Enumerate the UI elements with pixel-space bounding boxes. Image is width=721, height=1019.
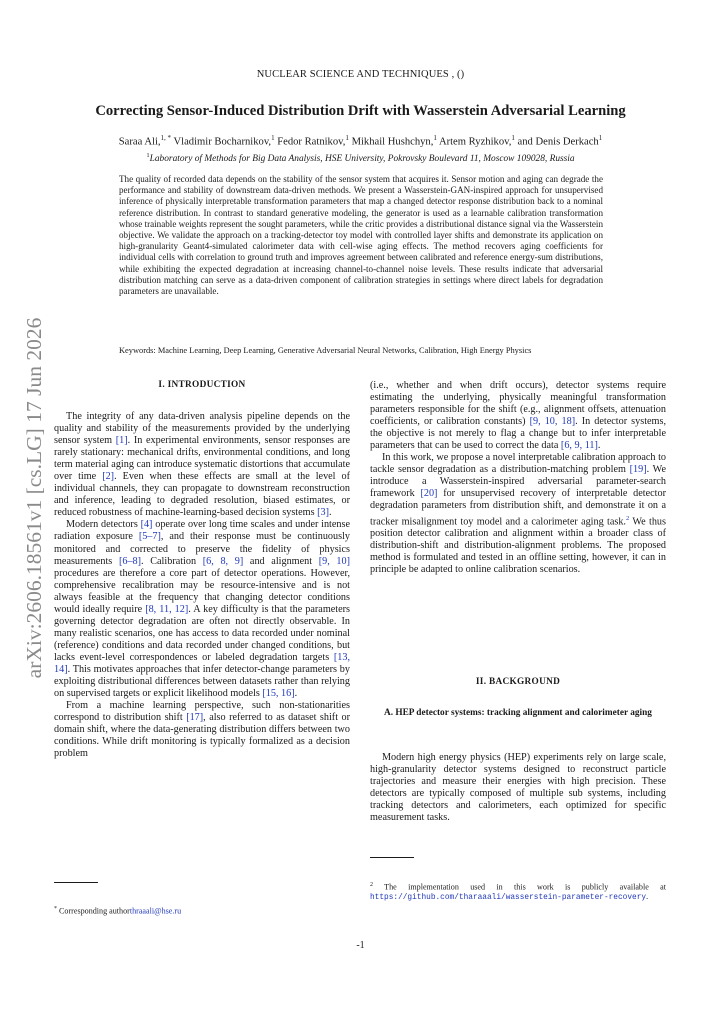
- text-run: operate over long time scales and under intense radiation exposure: [54, 519, 350, 543]
- footnote-text: Corresponding author: [57, 906, 130, 916]
- footnote-corresponding-author: [54, 905, 350, 916]
- abstract: The quality of recorded data depends on the stability of the sensor system that acquires it. Sensor motion and aging can degrade the performance and stability of downstream data-driven methods. We present a Wasserstein-GAN-inspired approach for unsupervised inference of physically interpretable transformation parameters that map a changed detector response distribution back to a nominal reference distribution. In contrast to standard generative modeling, the generator is used as a learnable calibration transformation whose trainable weights represent the sought parameters, while the critic provides a distributional distance signal via the Wasserstein objective. We validate the approach on a tracking-detector toy model with controlled layer shifts and demonstrate its application on high-granularity Geant4-simulated calorimeter data with cell-wise aging effects. The method recovers aging coefficients for individual cells with correlation to ground truth and improves agreement between calibrated and reference energy-sum distributions, while exhibiting the expected degradation at increasing channel-to-channel noise levels. These results indicate that adversarial distribution matching can serve as a data-driven component of calibration strategies in settings where direct labels for degradation parameters are unavailable.: [119, 174, 603, 297]
- citation-link[interactable]: [4]: [140, 519, 153, 531]
- text-run: . This motivates approaches that infer detector-change parameters by exploiting distributional differences between datasets rather than relying on supervised targets or explicit likelihood models: [54, 663, 350, 700]
- footnote-2-text: The implementation used in this work is publicly available at: [373, 882, 666, 892]
- paper-title: Correcting Sensor-Induced Distribution Drift with Wasserstein Adversarial Learning: [95, 103, 626, 119]
- footnote-rule-left: [54, 882, 98, 883]
- text-run: (i.e., whether and when drift occurs), detector systems require estimating the underlying, physically meaningful transformation parameters responsible for the shift (e.g., alignment offsets, attenuation coefficients, or calibration constants): [370, 380, 666, 428]
- text-run: .: [597, 440, 601, 452]
- text-run: The integrity of any data-driven analysis pipeline depends on the quality and stability of the measurements provided by the underlying sensor system: [54, 411, 350, 447]
- text-run: . Calibration: [141, 555, 203, 567]
- footnote-mark: *: [54, 906, 57, 912]
- footnote-ref-link[interactable]: 2: [625, 514, 630, 522]
- intro-paragraph-2: [54, 519, 350, 700]
- arxiv-stamp[interactable]: arXiv:2606.18561v1 [cs.LG] 17 Jun 2026: [22, 317, 46, 679]
- citation-link[interactable]: [19]: [629, 464, 647, 476]
- affiliation-mark: 1: [146, 152, 150, 159]
- text-run: .: [294, 688, 298, 700]
- author-email-link[interactable]: thraaali@hse.ru: [129, 906, 182, 916]
- author-name: Vladimir Bocharnikov,: [171, 136, 272, 148]
- intro-paragraph-3: [54, 700, 350, 760]
- github-link[interactable]: https://github.com/tharaaali/wasserstein-parameter-recovery: [370, 894, 647, 903]
- author-affiliation-mark: 1: [511, 134, 515, 142]
- text-run: , also referred to as dataset shift or domain shift, where the data-generating distribution differs between two conditions. While drift monitoring is typically formalized as a decision problem: [54, 712, 350, 760]
- footnote-2-end: .: [646, 892, 649, 902]
- author-name: Saraa Ali,: [118, 136, 161, 148]
- text-run: . A key difficulty is that the parameters governing detector degradation are often not directly observable. In many realistic scenarios, one has access to data recorded under nominal (reference) conditions and data recorded under changed conditions, but lacks event-level correspondences or labeled degradation targets: [54, 603, 350, 663]
- text-run: . We introduce a Wasserstein-inspired adversarial parameter-search framework: [370, 464, 666, 500]
- section-heading-introduction: I. INTRODUCTION: [158, 380, 246, 390]
- citation-link[interactable]: [6, 8, 9]: [202, 555, 244, 567]
- author-name: and Denis Derkach: [514, 136, 599, 148]
- footnote-rule-right: [370, 857, 414, 858]
- text-run: .: [329, 507, 332, 519]
- author-affiliation-mark: 1: [598, 134, 603, 142]
- affiliation: [30, 152, 691, 164]
- text-run: . Even when these effects are small at the level of individual channels, they can propagate to downstream reconstruction and inference, leading to degraded resolution, biased estimates, or reduced robustness of machine-learning-based decision systems: [54, 471, 350, 519]
- author-name: Mikhail Hushchyn,: [348, 136, 434, 148]
- footnote-implementation: [370, 881, 666, 904]
- citation-link[interactable]: [13, 14]: [54, 651, 350, 675]
- footnote-mark-2: 2: [370, 882, 373, 888]
- author-affiliation-mark: 1: [345, 134, 349, 142]
- journal-header: NUCLEAR SCIENCE AND TECHNIQUES , (): [256, 69, 465, 80]
- intro-paragraph-1: [54, 411, 350, 519]
- intro-paragraph-4: [370, 380, 666, 452]
- right-column-bottom: [370, 752, 666, 824]
- text-run: . In experimental environments, sensor responses are rarely stationary: mechanical drifts, environmental conditions, and long term material aging can introduce systematic distortions that accumulate over time: [54, 435, 350, 483]
- arxiv-stamp-container: [14, 298, 54, 698]
- text-run: for unsupervised recovery of interpretable detector degradation parameters from distribution shift, and demonstrate it on a tracker misalignment toy model and a calorimeter aging task.: [370, 488, 666, 527]
- author-affiliation-mark: 1: [433, 134, 437, 142]
- intro-paragraph-5: [370, 452, 666, 576]
- background-paragraph-1: Modern high energy physics (HEP) experiments rely on large scale, high-granularity detector systems designed to reconstruct particle trajectories and measure their energies with high precision. These detectors are typically composed of multiple sub systems, including tracking detectors and calorimeters, each optimized for specific measurement tasks.: [370, 752, 666, 824]
- text-run: . In detector systems, the objective is not merely to flag a change but to infer interpretable parameters that can be used to correct the data: [370, 416, 666, 452]
- text-run: We thus position detector calibration and alignment within a broader class of distribution-shift and distribution-alignment problems. The proposed method is formulated and tested in an offline setting, however, it can in principle be adapted to online calibration scenarios.: [370, 515, 666, 576]
- citation-link[interactable]: [15, 16]: [262, 688, 295, 700]
- author-affiliation-mark: 1: [271, 134, 275, 142]
- citation-link[interactable]: [9, 10]: [318, 555, 350, 567]
- subsection-heading-a: A. HEP detector systems: tracking alignment and calorimeter aging: [384, 708, 652, 718]
- citation-link[interactable]: [2]: [102, 471, 115, 483]
- citation-link[interactable]: [6, 9, 11]: [560, 440, 598, 452]
- text-run: In this work, we propose a novel interpretable calibration approach to tackle sensor degradation as a distribution-matching problem: [370, 452, 666, 476]
- citation-link[interactable]: [9, 10, 18]: [529, 416, 576, 428]
- text-run: and alignment: [243, 555, 319, 567]
- citation-link[interactable]: [20]: [420, 488, 438, 500]
- page-number: -1: [356, 940, 365, 951]
- citation-link[interactable]: [8, 11, 12]: [145, 603, 189, 615]
- text-run: From a machine learning perspective, such non-stationarities correspond to distribution shift: [54, 700, 350, 724]
- right-column-top: [370, 380, 666, 576]
- text-run: Modern detectors: [66, 519, 141, 531]
- citation-link[interactable]: [3]: [317, 507, 329, 519]
- citation-link[interactable]: [1]: [115, 435, 128, 447]
- section-heading-background: II. BACKGROUND: [475, 677, 561, 687]
- author-list: [30, 134, 691, 148]
- text-run: procedures are therefore a core part of detector operations. However, comprehensive recalibration may be resource-intensive and is not always feasible at the frequency that changing detector conditions would ideally require: [54, 567, 350, 615]
- left-column: [54, 411, 350, 760]
- text-run: , and their response must be continuously monitored and corrected to preserve the fidelity of physics measurements: [54, 531, 350, 567]
- citation-link[interactable]: [5–7]: [138, 531, 161, 543]
- keywords: Keywords: Machine Learning, Deep Learning, Generative Adversarial Neural Networks, Calibration, High Energy Physics: [119, 346, 532, 355]
- affiliation-text: Laboratory of Methods for Big Data Analysis, HSE University, Pokrovsky Boulevard 11, Moscow 109028, Russia: [149, 154, 575, 165]
- citation-link[interactable]: [17]: [186, 712, 204, 724]
- author-name: Fedor Ratnikov,: [274, 136, 346, 148]
- author-name: Artem Ryzhikov,: [436, 136, 512, 148]
- author-affiliation-mark: 1, *: [160, 134, 172, 142]
- citation-link[interactable]: [6–8]: [118, 555, 142, 567]
